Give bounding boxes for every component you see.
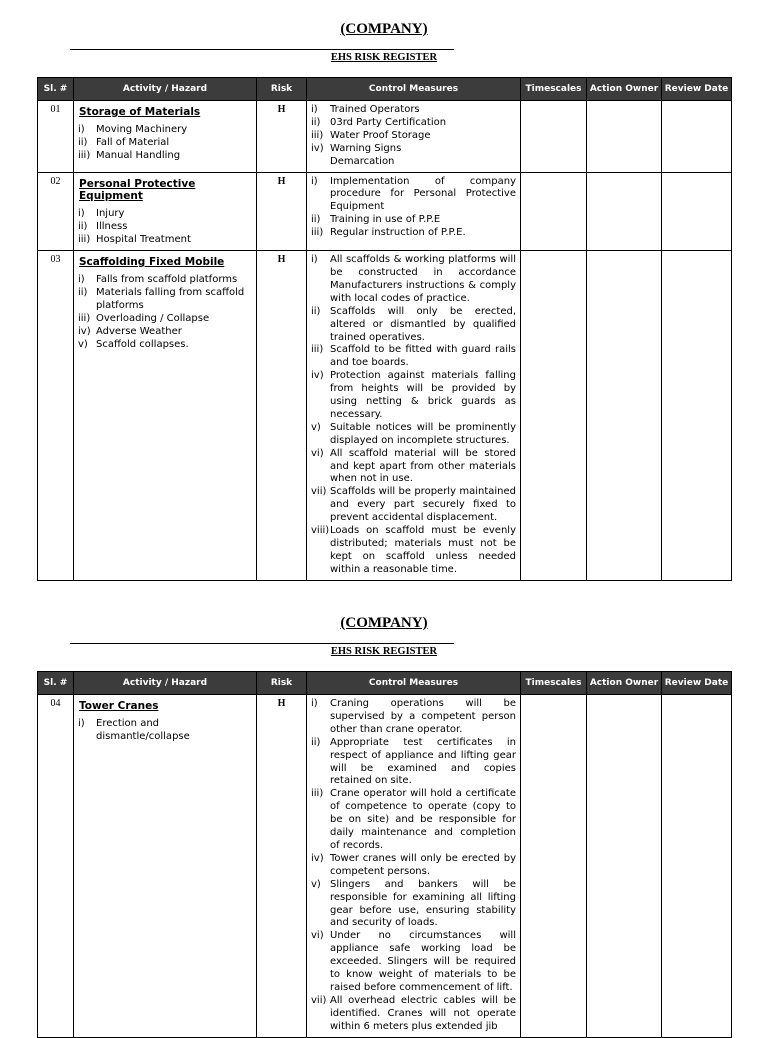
control-item: iii) Scaffold to be fitted with guard rails and toe boards. <box>311 344 516 369</box>
hazard-item: i) Moving Machinery <box>78 123 188 135</box>
activity-title: Tower Cranes <box>79 700 159 712</box>
hazard-item: iii) Hospital Treatment <box>78 234 191 246</box>
control-item: vi) All scaffold material will be stored and kept apart from other materials when not in use. <box>311 447 516 485</box>
heading-rule <box>70 643 454 644</box>
control-item: iv) Protection against materials falling from heights will be provided by using netting & brick guards as necessary. <box>311 370 516 420</box>
control-item: iii) Water Proof Storage <box>311 129 431 141</box>
timescales-cell <box>521 101 587 173</box>
col-header-control: Control Measures <box>307 672 521 695</box>
col-header-action-owner: Action Owner <box>587 78 662 101</box>
hazard-list <box>78 718 252 744</box>
risk-rating: H <box>257 172 307 251</box>
hazard-item: i) Erection and dismantle/collapse <box>78 717 190 742</box>
hazard-item: v) Scaffold collapses. <box>78 338 189 350</box>
action-owner-cell <box>587 172 662 251</box>
control-list <box>311 176 516 241</box>
control-item: vii) All overhead electric cables will be identified. Cranes will not operate within 6 meters plus extended jib <box>311 994 516 1032</box>
control-measures-cell <box>307 101 521 173</box>
risk-rating: H <box>257 695 307 1038</box>
activity-title: Storage of Materials <box>79 106 201 118</box>
col-header-review-date: Review Date <box>662 672 732 695</box>
heading-rule <box>70 49 454 50</box>
control-item: vi) Under no circumstances will appliance safe working load be exceeded. Slingers will be required to know weight of materials to be raised before commencement of lift. <box>311 930 516 993</box>
activity-cell <box>74 101 257 173</box>
control-item: ii) Training in use of P.P.E <box>311 214 441 226</box>
col-header-control: Control Measures <box>307 78 521 101</box>
activity-cell <box>74 251 257 581</box>
table-header-row <box>38 78 732 101</box>
activity-title: Scaffolding Fixed Mobile <box>79 256 225 269</box>
col-header-sl: Sl. # <box>38 78 74 101</box>
control-item: Demarcation <box>330 155 395 167</box>
risk-register-table <box>37 77 732 581</box>
activity-title: Personal Protective Equipment <box>79 177 196 203</box>
control-item: v) Slingers and bankers will be responsible for examining all lifting gear before use, ensuring stability and security of loads. <box>311 878 516 929</box>
action-owner-cell <box>587 251 662 581</box>
risk-rating: H <box>257 101 307 173</box>
row-sl: 04 <box>38 695 74 1038</box>
hazard-item: iv) Adverse Weather <box>78 325 182 337</box>
risk-register-table <box>37 671 732 1038</box>
control-list <box>311 698 516 1034</box>
control-measures-cell <box>307 172 521 251</box>
hazard-item: i) Injury <box>78 208 125 220</box>
timescales-cell <box>521 172 587 251</box>
table-row <box>38 172 732 251</box>
control-item: i) All scaffolds & working platforms will be constructed in accordance Manufacturers instructions & comply with local codes of practice. <box>311 254 516 304</box>
review-date-cell <box>662 172 732 251</box>
col-header-review-date: Review Date <box>662 78 732 101</box>
hazard-item: ii) Illness <box>78 221 128 233</box>
col-header-sl: Sl. # <box>38 672 74 695</box>
col-header-activity: Activity / Hazard <box>74 78 257 101</box>
control-item: iii) Regular instruction of P.P.E. <box>311 227 466 239</box>
timescales-cell <box>521 695 587 1038</box>
control-measures-cell <box>307 695 521 1038</box>
control-item: iv) Warning Signs <box>311 142 402 154</box>
action-owner-cell <box>587 101 662 173</box>
col-header-timescales: Timescales <box>521 78 587 101</box>
action-owner-cell <box>587 695 662 1038</box>
company-heading: (COMPANY) <box>340 615 428 631</box>
hazard-list <box>78 208 252 247</box>
control-item: iii) Crane operator will hold a certificate of competence to operate (copy to be on site) and be responsible for daily maintenance and completion of records. <box>311 788 516 851</box>
col-header-action-owner: Action Owner <box>587 672 662 695</box>
col-header-activity: Activity / Hazard <box>74 672 257 695</box>
control-item: ii) 03rd Party Certification <box>311 116 447 128</box>
control-measures-cell <box>307 251 521 581</box>
hazard-item: ii) Fall of Material <box>78 136 170 148</box>
control-item: ii) Scaffolds will only be erected, altered or dismantled by qualified trained operatives. <box>311 305 516 343</box>
col-header-timescales: Timescales <box>521 672 587 695</box>
hazard-item: ii) Materials falling from scaffold platforms <box>78 286 245 311</box>
activity-cell <box>74 695 257 1038</box>
col-header-risk: Risk <box>257 78 307 101</box>
hazard-item: i) Falls from scaffold platforms <box>78 273 238 285</box>
table-row <box>38 695 732 1038</box>
review-date-cell <box>662 695 732 1038</box>
control-item: v) Suitable notices will be prominently displayed on incomplete structures. <box>311 421 516 446</box>
control-list <box>311 104 516 169</box>
control-item: i) Trained Operators <box>311 104 420 115</box>
control-item: iv) Tower cranes will only be erected by competent persons. <box>311 852 516 877</box>
hazard-list <box>78 274 252 351</box>
hazard-list <box>78 124 252 163</box>
review-date-cell <box>662 101 732 173</box>
row-sl: 02 <box>38 172 74 251</box>
control-item: i) Implementation of company procedure for Personal Protective Equipment <box>311 175 516 213</box>
timescales-cell <box>521 251 587 581</box>
row-sl: 01 <box>38 101 74 173</box>
control-item: vii) Scaffolds will be properly maintained and every part securely fixed to prevent accidental displacement. <box>311 486 516 524</box>
col-header-risk: Risk <box>257 672 307 695</box>
activity-cell <box>74 172 257 251</box>
hazard-item: iii) Overloading / Collapse <box>78 312 210 324</box>
register-title: EHS RISK REGISTER <box>330 52 438 63</box>
control-item: i) Craning operations will be supervised by a competent person other than crane operator. <box>311 698 516 735</box>
control-item: ii) Appropriate test certificates in respect of appliance and lifting gear will be examined and copies retained on site. <box>311 736 516 787</box>
control-list <box>311 254 516 577</box>
risk-rating: H <box>257 251 307 581</box>
table-row <box>38 251 732 581</box>
table-row <box>38 101 732 173</box>
control-item: viii) Loads on scaffold must be evenly distributed; materials must not be kept on scaffold unless needed within a reasonable time. <box>311 525 516 575</box>
row-sl: 03 <box>38 251 74 581</box>
register-title: EHS RISK REGISTER <box>330 646 438 657</box>
company-heading: (COMPANY) <box>340 21 428 37</box>
table-header-row <box>38 672 732 695</box>
hazard-item: iii) Manual Handling <box>78 149 181 161</box>
review-date-cell <box>662 251 732 581</box>
